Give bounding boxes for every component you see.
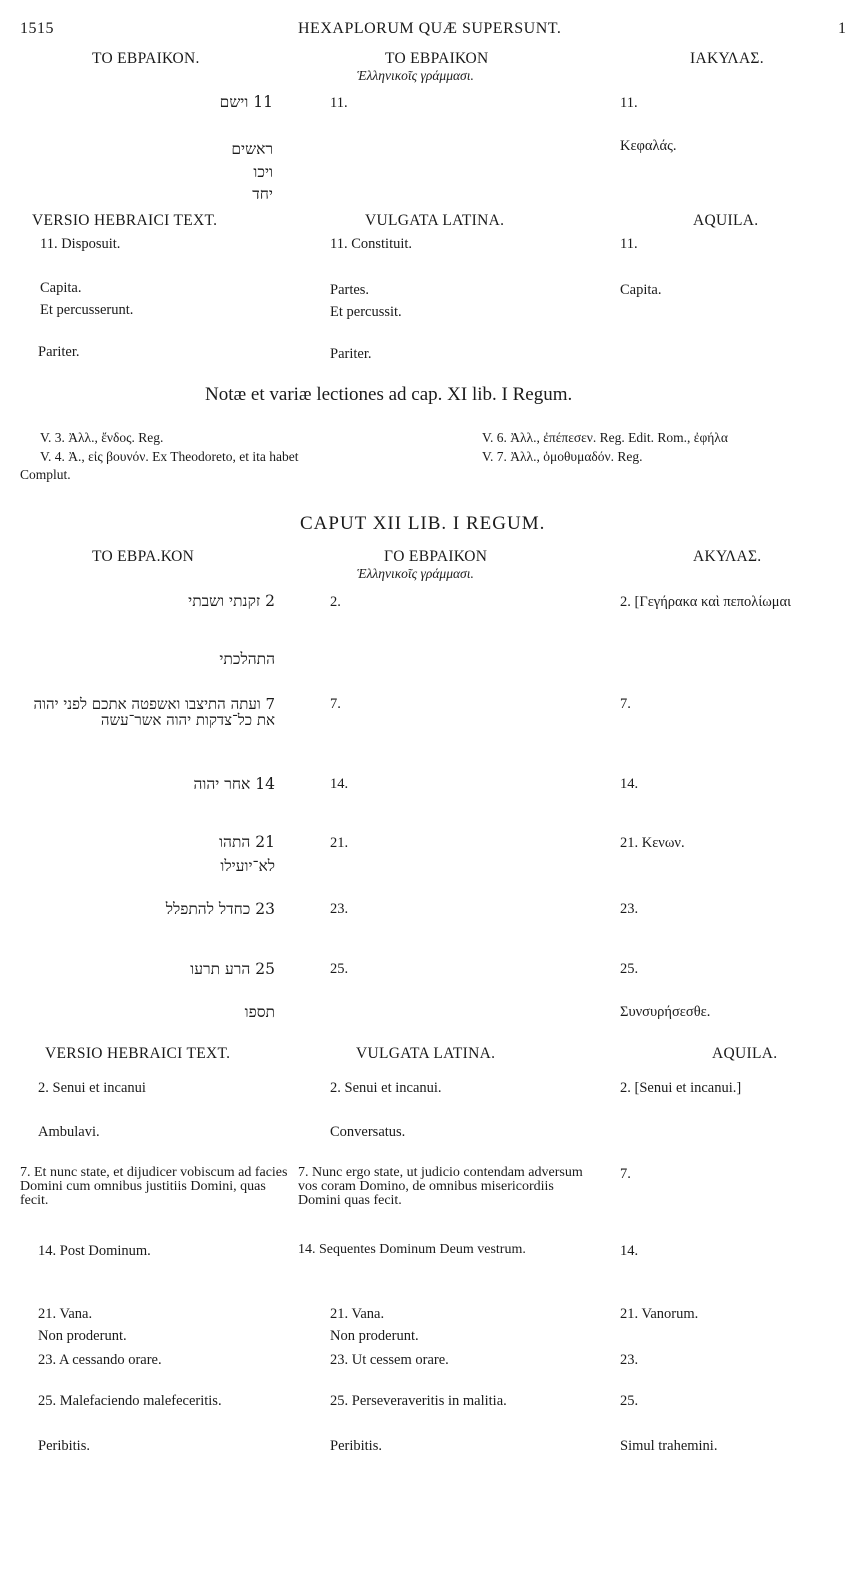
page-number-left: 1515 bbox=[20, 20, 54, 37]
col-head-versio: VERSIO HEBRAICI TEXT. bbox=[32, 212, 218, 229]
versio-line: 14. Post Dominum. bbox=[38, 1243, 151, 1259]
hebrew-line: 23 כחדל להתפלל bbox=[165, 900, 275, 918]
versio-line: 2. Senui et incanui bbox=[38, 1080, 146, 1096]
vulgata-line: 2. Senui et incanui. bbox=[330, 1080, 442, 1096]
greek-verse-number: 14. bbox=[330, 776, 349, 792]
hebrew-line: 25 הרע תרעו bbox=[190, 960, 275, 978]
aquila-line: 25. bbox=[620, 1393, 639, 1409]
hebrew-line: ראשים bbox=[231, 140, 273, 158]
col-head-versio: VERSIO HEBRAICI TEXT. bbox=[45, 1045, 231, 1062]
greek-verse-number: 21. bbox=[330, 835, 349, 851]
versio-line: Ambulavi. bbox=[38, 1124, 100, 1140]
vulgata-line: Et percussit. bbox=[330, 304, 402, 320]
hebrew-line: 14 אחר יהוה bbox=[193, 775, 275, 793]
chapter-title: CAPUT XII LIB. I REGUM. bbox=[300, 513, 546, 534]
greek-verse-number: 11. bbox=[330, 95, 348, 111]
note-line: V. 4. Ἀ., εἰς βουνόν. Ex Theodoreto, et ita habet bbox=[40, 449, 299, 464]
hebrew-line: 2 זקנתי ושבתי bbox=[188, 592, 275, 610]
versio-line: Peribitis. bbox=[38, 1438, 90, 1454]
aquila-line: 11. bbox=[620, 236, 638, 252]
versio-line: 11. Disposuit. bbox=[40, 236, 121, 252]
note-line: V. 6. Ἀλλ., ἐπέπεσεν. Reg. Edit. Rom., ἐφήλα bbox=[482, 430, 728, 445]
vulgata-line: Partes. bbox=[330, 282, 370, 298]
col-head-aquila-greek: ΑΚΥΛΑΣ. bbox=[693, 548, 762, 565]
versio-line: 21. Vana. bbox=[38, 1306, 93, 1322]
notes-title: Notæ et variæ lectiones ad cap. XI lib. I Regum. bbox=[205, 384, 573, 405]
aquila-line: 21. Vanorum. bbox=[620, 1306, 699, 1322]
vulgata-paragraph: 7. Nunc ergo state, ut judicio contendam adversum vos coram Domino, de omnibus misericordiis Domini quas fecit. bbox=[298, 1165, 583, 1208]
col-head-vulgata: VULGATA LATINA. bbox=[365, 212, 505, 229]
aquila-line: 23. bbox=[620, 901, 639, 917]
col-subhead-greek-letters: Ἑλληνικοῖς γράμμασι. bbox=[357, 566, 474, 581]
note-line: V. 7. Ἀλλ., ὁμοθυμαδόν. Reg. bbox=[482, 449, 643, 464]
aquila-line: 14. bbox=[620, 1243, 639, 1259]
note-line: Complut. bbox=[20, 467, 71, 482]
versio-line: Pariter. bbox=[38, 344, 80, 360]
versio-line: Non proderunt. bbox=[38, 1328, 127, 1344]
col-head-hebraikon-greek: ΤΟ ΕΒΡΑΙΚΟΝ bbox=[385, 50, 489, 67]
aquila-line: 7. bbox=[620, 696, 631, 712]
hebrew-paragraph: 7 ועתה התיצבו ואשפטה אתכם לפני יהוה את כל־צדקות יהוה אשר־עשה bbox=[33, 695, 275, 729]
vulgata-line: Pariter. bbox=[330, 346, 372, 362]
versio-line: Capita. bbox=[40, 280, 82, 296]
vulgata-line: Non proderunt. bbox=[330, 1328, 419, 1344]
aquila-verse-number: 11. bbox=[620, 95, 638, 111]
greek-verse-number: 7. bbox=[330, 696, 341, 712]
col-head-aquila: AQUILA. bbox=[712, 1045, 778, 1062]
aquila-line: 23. bbox=[620, 1352, 639, 1368]
col-subhead-greek-letters: Ἑλληνικοῖς γράμμασι. bbox=[357, 68, 474, 83]
greek-verse-number: 25. bbox=[330, 961, 349, 977]
vulgata-paragraph: 14. Sequentes Dominum Deum vestrum. bbox=[298, 1242, 526, 1257]
aquila-line: Simul trahemini. bbox=[620, 1438, 718, 1454]
greek-verse-number: 2. bbox=[330, 594, 341, 610]
vulgata-line: 11. Constituit. bbox=[330, 236, 413, 252]
vulgata-line: 23. Ut cessem orare. bbox=[330, 1352, 449, 1368]
hebrew-line: התהלכתי bbox=[219, 650, 275, 668]
aquila-line: 2. [Γεγήρακα καὶ πεπολίωμαι bbox=[620, 594, 792, 610]
hebrew-line: 21 התהו bbox=[219, 833, 275, 851]
versio-line: 25. Malefaciendo malefeceritis. bbox=[38, 1393, 222, 1409]
vulgata-line: Peribitis. bbox=[330, 1438, 382, 1454]
col-head-vulgata: VULGATA LATINA. bbox=[356, 1045, 496, 1062]
greek-verse-number: 23. bbox=[330, 901, 349, 917]
aquila-line: 14. bbox=[620, 776, 639, 792]
aquila-line: 7. bbox=[620, 1166, 631, 1182]
hebrew-line: יחד bbox=[252, 185, 273, 203]
col-head-hebraikon-greek: ΓΟ ΕΒΡΑΙΚΟΝ bbox=[384, 548, 488, 565]
running-title: HEXAPLORUM QUÆ SUPERSUNT. bbox=[298, 20, 562, 37]
aquila-line: 21. Κενων. bbox=[620, 835, 685, 851]
versio-paragraph: 7. Et nunc state, et dijudicer vobiscum ad facies Domini cum omnibus justitiis Domini, quas fecit. bbox=[20, 1165, 288, 1208]
aquila-line: Capita. bbox=[620, 282, 662, 298]
vulgata-line: 25. Perseveraveritis in malitia. bbox=[330, 1393, 507, 1409]
aquila-line: 2. [Senui et incanui.] bbox=[620, 1080, 742, 1096]
col-head-hebraikon: ΤΟ ΕΒΡΑΙΚΟΝ. bbox=[92, 50, 200, 67]
versio-line: 23. A cessando orare. bbox=[38, 1352, 162, 1368]
note-line: V. 3. Ἀλλ., ἔνδος. Reg. bbox=[40, 430, 164, 445]
vulgata-line: 21. Vana. bbox=[330, 1306, 385, 1322]
hebrew-line: תספו bbox=[244, 1003, 275, 1021]
col-head-hebraikon: ΤΟ ΕΒΡΑ.ΚΟΝ bbox=[92, 548, 195, 565]
aquila-line: 25. bbox=[620, 961, 639, 977]
vulgata-line: Conversatus. bbox=[330, 1124, 406, 1140]
hebrew-line: ויכו bbox=[253, 163, 273, 181]
versio-line: Et percusserunt. bbox=[40, 302, 134, 318]
hebrew-line: 11 וישם bbox=[219, 93, 273, 111]
aquila-line: Συνσυρήσεσθε. bbox=[620, 1004, 711, 1020]
aquila-text: Κεφαλάς. bbox=[620, 138, 677, 154]
hebrew-line: לא־יועילו bbox=[220, 857, 275, 875]
page-number-right: 1 bbox=[838, 20, 847, 37]
col-head-aquila-greek: ΙΑΚΥΛΑΣ. bbox=[690, 50, 764, 67]
col-head-aquila: AQUILA. bbox=[693, 212, 759, 229]
